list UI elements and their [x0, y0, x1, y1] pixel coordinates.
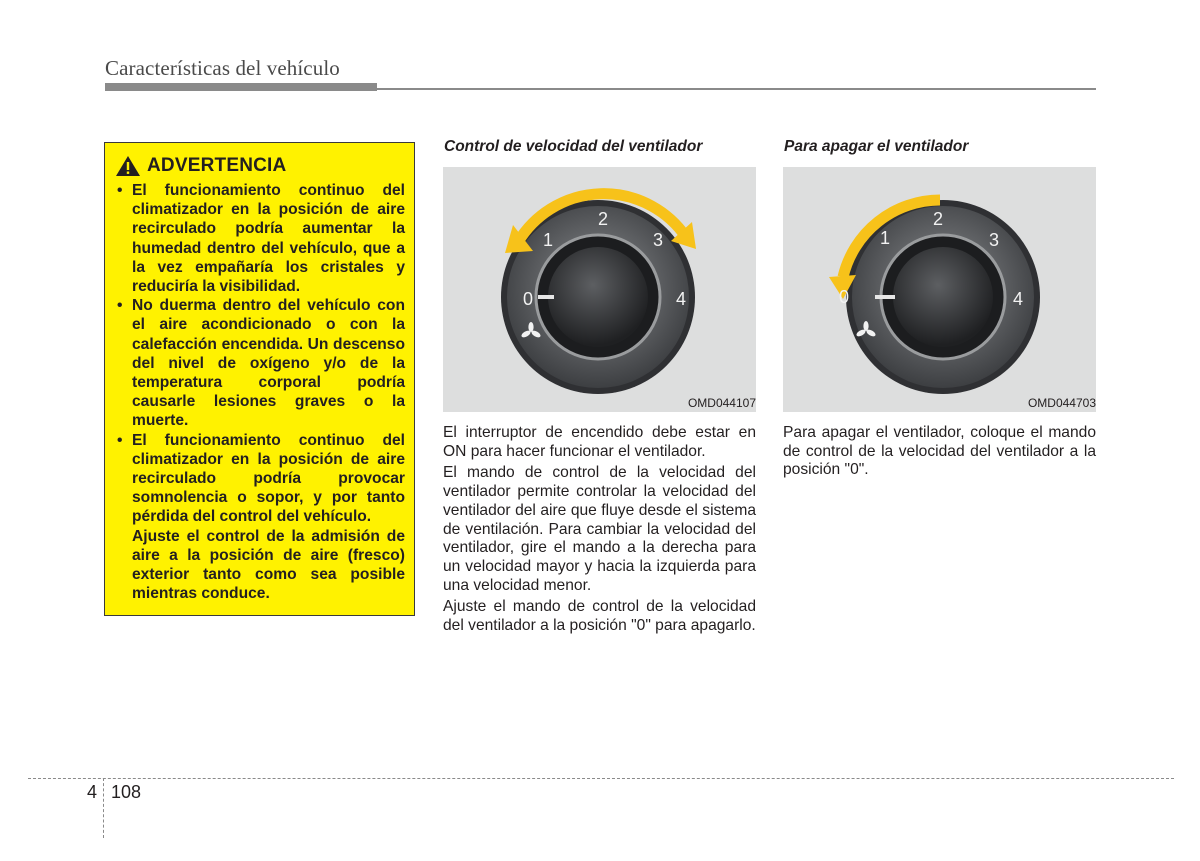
footer-rule [28, 778, 1174, 779]
dial-label-3: 3 [989, 230, 1000, 250]
dial-label-1: 1 [543, 230, 554, 250]
fan-dial-figure [783, 167, 1096, 412]
fan-dial-illustration [443, 167, 756, 412]
dial-label-3: 3 [653, 230, 664, 250]
warning-item [115, 296, 405, 430]
dial-label-4: 4 [1013, 289, 1024, 309]
dial-label-0: 0 [523, 289, 534, 309]
bullet: • [117, 431, 123, 449]
fan-dial-illustration [783, 167, 1096, 412]
dial-label-0: 0 [839, 287, 850, 307]
figure-code: OMD044703 [1027, 396, 1096, 410]
body-paragraph: El mando de control de la velocidad del ventilador permite controlar la velocidad del ventilador del aire que fluye desde el sistema de ventilación. Para cambiar la velocidad del ventilador, gire el mando a la derecha para un velocidad mayor y hacia la izquierda para una velocidad menor. [443, 464, 756, 594]
dial-label-4: 4 [676, 289, 687, 309]
bullet: • [117, 182, 123, 199]
knob-indicator [538, 295, 554, 299]
chapter-title: Características del vehículo [105, 56, 340, 80]
warning-extra-text: Ajuste el control de la admisión de aire a la posición de aire (fresco) exterior tanto como sea posible mientras conduce. [132, 527, 405, 603]
dial-label-1: 1 [880, 228, 891, 248]
fan-off-section [783, 138, 1096, 480]
warning-item-text: El funcionamiento continuo del climatizador en la posición de aire recirculado podría aumentar la humedad dentro del vehículo, que a la vez empañaría los cristales y reduciría la visibilidad. [132, 182, 405, 296]
warning-item [115, 431, 405, 527]
warning-list [115, 181, 405, 527]
warning-item-text: El funcionamiento continuo del climatizador en la posición de aire recirculado podría provocar somnolencia o sopor, y por tanto pérdida del control del vehículo. [132, 431, 405, 526]
page-number: 108 [111, 782, 142, 802]
section-heading: Control de velocidad del ventilador [444, 138, 703, 155]
warning-box [104, 142, 415, 616]
warning-triangle-icon [115, 155, 141, 177]
dial-knob[interactable] [548, 247, 648, 347]
fan-dial-figure [443, 167, 756, 412]
section-heading: Para apagar el ventilador [784, 138, 969, 155]
figure-code: OMD044107 [687, 396, 756, 410]
header-rule [105, 88, 1096, 90]
warning-item [115, 181, 405, 296]
fan-speed-section [443, 138, 756, 636]
dial-label-2: 2 [933, 209, 944, 229]
dial-knob[interactable] [893, 247, 993, 347]
knob-indicator [875, 295, 895, 299]
chapter-number: 4 [87, 782, 98, 802]
body-paragraph: Ajuste el mando de control de la velocidad del ventilador a la posición "0" para apagarlo. [443, 598, 756, 635]
warning-item-text: No duerma dentro del vehículo con el aire acondicionado o con la calefacción encendida. Un descenso del nivel de oxígeno y/o de la temperatura corporal podría causarle lesiones graves o la muerte. [132, 297, 405, 430]
warning-title: ADVERTENCIA [147, 155, 287, 176]
body-paragraph: Para apagar el ventilador, coloque el mando de control de la velocidad del ventilador a la posición "0". [783, 424, 1096, 479]
footer-divider [103, 778, 104, 838]
bullet: • [117, 297, 123, 315]
body-paragraph: El interruptor de encendido debe estar en ON para hacer funcionar el ventilador. [443, 424, 756, 460]
warning-header [115, 155, 405, 177]
dial-label-2: 2 [598, 209, 609, 229]
